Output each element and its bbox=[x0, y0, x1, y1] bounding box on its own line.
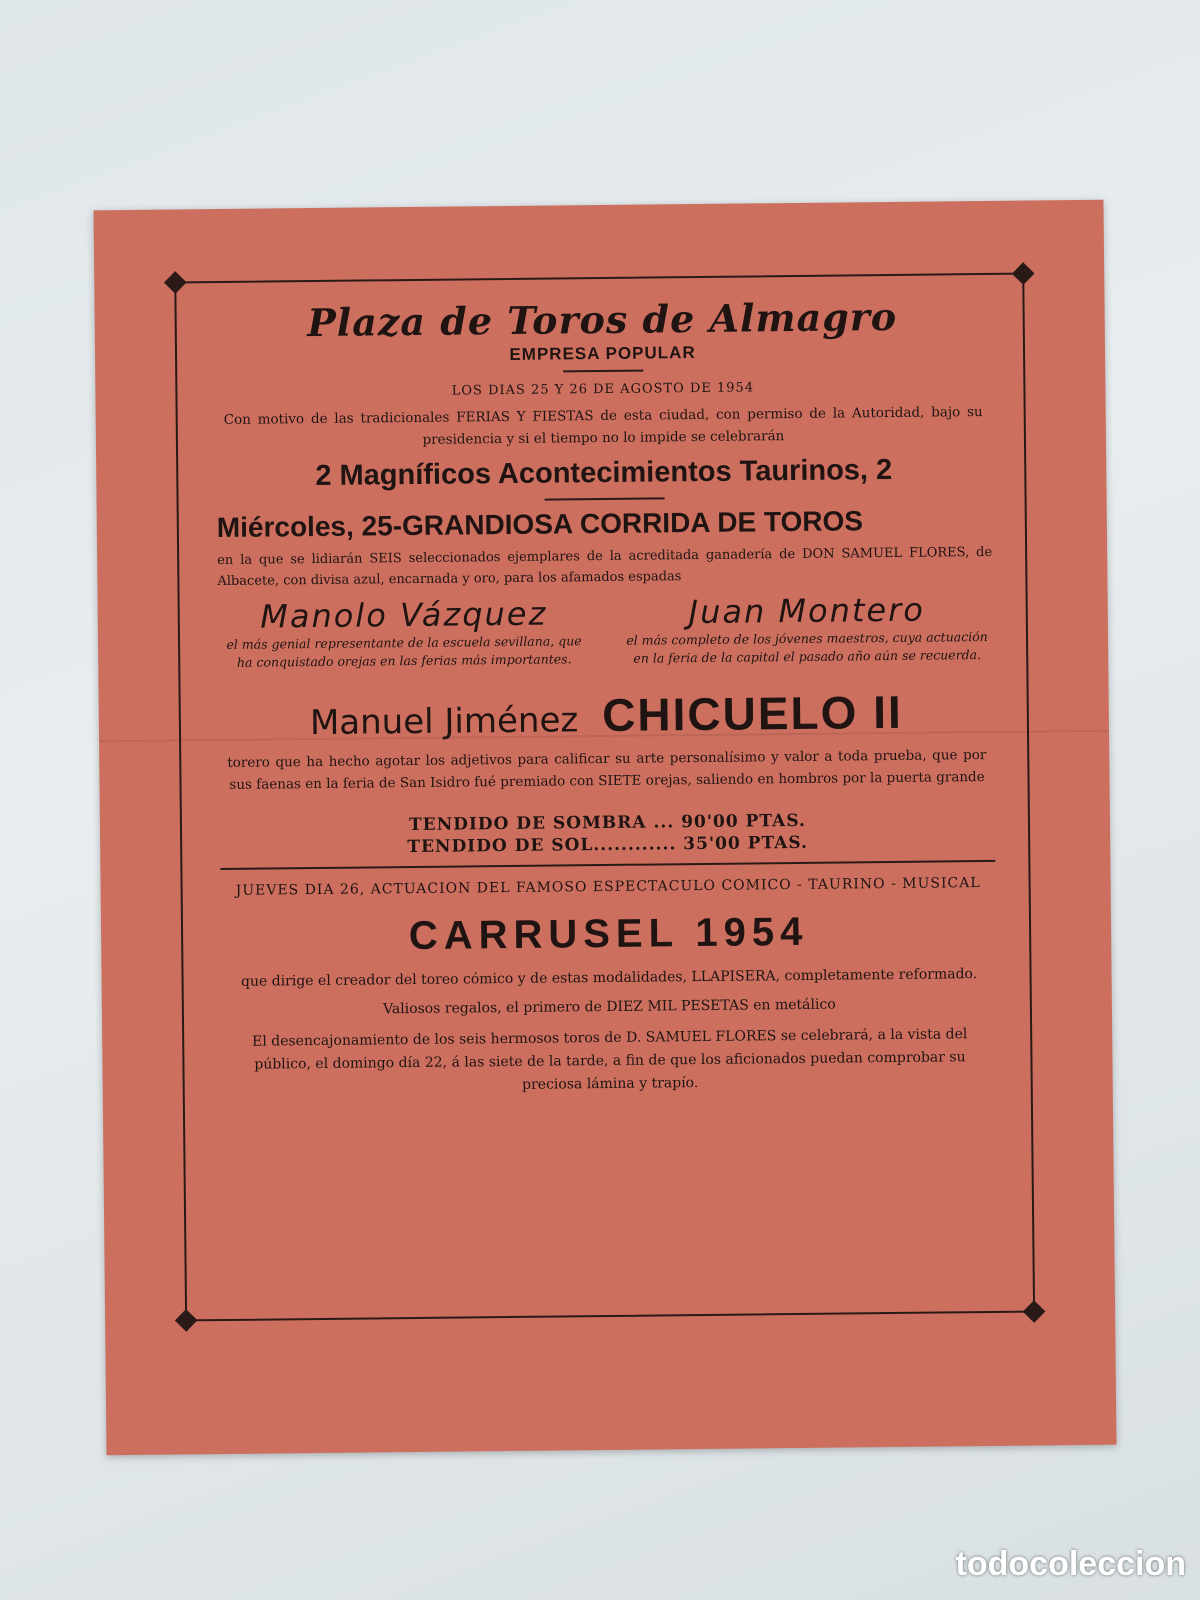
corner-ornament bbox=[1023, 1300, 1046, 1323]
matador-2-desc: el más completo de los jóvenes maestros, cuya actuación en la feria de la capital el pasado año aún se recuerda. bbox=[626, 628, 988, 666]
prizes-text: Valiosos regalos, el primero de DIEZ MIL PESETAS en metálico bbox=[382, 996, 836, 1018]
poster-dates: LOS DIAS 25 Y 26 DE AGOSTO DE 1954 bbox=[451, 380, 755, 399]
show-description: que dirige el creador del toreo cómico y de estas modalidades, LLAPISERA, completamente reformado. bbox=[240, 966, 978, 990]
corner-ornament bbox=[164, 271, 187, 294]
thursday-announcement: JUEVES DIA 26, ACTUACION DEL FAMOSO ESPECTACULO COMICO - TAURINO - MUSICAL bbox=[235, 875, 981, 899]
show-name: CARRUSEL 1954 bbox=[408, 909, 809, 959]
matador-3-desc: torero que ha hecho agotar los adjetivos para calificar su arte personalísimo y valor a toda prueba, que por sus faenas en la feria de San Isidro fué premiado con SIETE orejas, saliendo en hombros por la puerta grande bbox=[227, 747, 987, 793]
poster-headline: 2 Magníficos Acontecimientos Taurinos, 2 bbox=[315, 453, 893, 493]
matador-2-name: Juan Montero bbox=[688, 590, 926, 632]
price-sol: TENDIDO DE SOL............ 35'00 PTAS. bbox=[407, 832, 809, 858]
todocoleccion-watermark-logo: todocoleccion bbox=[955, 1545, 1186, 1583]
poster-content bbox=[214, 289, 997, 1100]
wednesday-heading: Miércoles, 25-GRANDIOSA CORRIDA DE TOROS bbox=[216, 505, 864, 544]
poster-title: Plaza de Toros de Almagro bbox=[306, 293, 898, 346]
matador-2 bbox=[621, 590, 994, 668]
bulls-description: en la que se lidiarán SEIS seleccionados ejemplares de la acreditada ganadería de DON SAMUEL FLORES, de Albacete, con divisa azul, encarnada y oro, para los afamados espadas bbox=[217, 544, 993, 590]
matador-3-row bbox=[219, 684, 995, 746]
matador-1-desc: el más genial representante de la escuela sevillana, que ha conquistado orejas en las ferias más importantes. bbox=[226, 633, 582, 670]
divider bbox=[563, 370, 643, 373]
poster-intro: Con motivo de las tradicionales FERIAS Y FIESTAS de esta ciudad, con permiso de la Autoridad, bajo su presidencia y si el tiempo no lo impide se celebrarán bbox=[223, 404, 983, 448]
matador-3-name: Manuel Jiménez bbox=[309, 700, 579, 744]
bullfight-poster bbox=[94, 200, 1117, 1456]
price-sombra: TENDIDO DE SOMBRA ... 90'00 PTAS. bbox=[408, 810, 806, 836]
divider bbox=[544, 497, 664, 500]
matador-1 bbox=[218, 594, 591, 672]
corner-ornament bbox=[175, 1309, 198, 1332]
closing-text: El desencajonamiento de los seis hermosos toros de D. SAMUEL FLORES se celebrará, a la vista del público, el domingo día 22, á las siete de la tarde, a fin de que los aficionados puedan comprobar su preciosa lámina y trapío. bbox=[251, 1026, 968, 1093]
matador-3-nickname: CHICUELO II bbox=[601, 685, 903, 742]
divider bbox=[220, 860, 995, 870]
matador-1-name: Manolo Vázquez bbox=[260, 594, 548, 636]
matadors-row bbox=[218, 590, 994, 672]
poster-empresa: EMPRESA POPULAR bbox=[509, 343, 696, 364]
ticket-prices bbox=[220, 808, 995, 860]
corner-ornament bbox=[1012, 262, 1035, 285]
